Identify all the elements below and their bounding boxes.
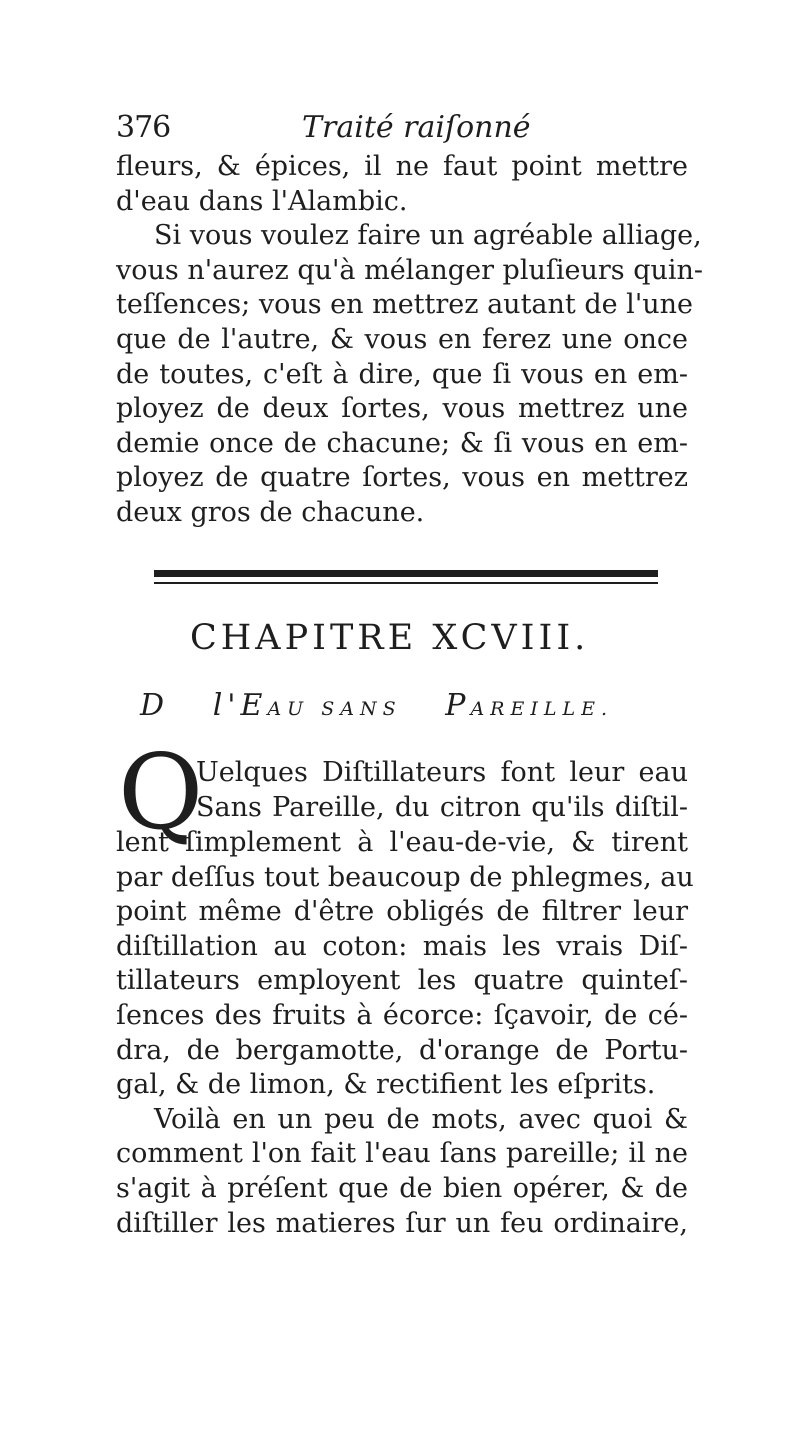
text-line: vous n'aurez qu'à mélanger pluſieurs quin- (116, 254, 704, 286)
subtitle-initial: D (140, 688, 170, 723)
page-header (116, 110, 696, 152)
page-number: 376 (116, 110, 171, 145)
divider-thick-rule (154, 570, 658, 577)
text-line: teſſences; vous en mettrez autant de l'une (116, 289, 693, 321)
text-line: deux gros de chacune. (116, 496, 425, 528)
text-line: ployez de deux ſortes, vous mettrez une (116, 393, 688, 425)
chapter-title: CHAPITRE XCVIII. (190, 618, 590, 658)
text-line: s'agit à préſent que de bien opérer, & de (116, 1172, 688, 1204)
text-line: dra, de bergamotte, d'orange de Portu- (116, 1034, 688, 1066)
text-line: lent ſimplement à l'eau-de-vie, & tirent (116, 827, 688, 858)
text-before-chapter (116, 150, 704, 531)
text-line: que de l'autre, & vous en ferez une once (116, 323, 688, 355)
text-line: Sans Pareille, du citron qu'ils diſtil- (196, 791, 688, 823)
subtitle-small-caps: AU SANS (267, 698, 402, 720)
text-line: par deſſus tout beaucoup de phlegmes, au (116, 861, 694, 893)
text-line: demie once de chacune; & ſi vous en em- (116, 427, 688, 459)
text-line: tillateurs employent les quatre quinteſ- (116, 965, 688, 997)
text-line: ſences des fruits à écorce: ſçavoir, de cé- (116, 999, 688, 1031)
running-title: Traité raiſonné (302, 110, 531, 145)
drop-cap-lines (196, 756, 688, 825)
text-line: comment l'on fait l'eau ſans pareille; il ne (116, 1138, 688, 1170)
text-line: diſtillation au coton: mais les vrais Diſ- (116, 930, 688, 962)
divider-thin-rule (154, 582, 658, 584)
text-line: Voilà en un peu de mots, avec quoi & (154, 1103, 688, 1135)
text-line: de toutes, c'eſt à dire, que ſi vous en em- (116, 358, 688, 390)
subtitle-small-caps: AREILLE. (470, 698, 613, 720)
text-line: d'eau dans l'Alambic. (116, 185, 408, 217)
chapter-divider (154, 570, 658, 594)
text-line: diſtiller les matieres ſur un feu ordinaire, (116, 1207, 688, 1239)
text-line: fleurs, & épices, il ne faut point mettre (116, 151, 688, 182)
text-line: Si vous voulez faire un agréable alliage, (154, 220, 702, 252)
text-line: point même d'être obligés de filtrer leur (116, 896, 688, 928)
chapter-body (116, 826, 694, 1241)
text-line: Uelques Diſtillateurs font leur eau (196, 757, 688, 788)
subtitle-word: l'E (212, 688, 268, 723)
text-line: gal, & de limon, & rectifient les eſprits. (116, 1069, 656, 1101)
drop-cap: Q (118, 731, 204, 853)
text-line: ployez de quatre ſortes, vous en mettrez (116, 462, 688, 494)
subtitle-initial: P (445, 688, 471, 723)
chapter-subtitle (140, 688, 700, 723)
